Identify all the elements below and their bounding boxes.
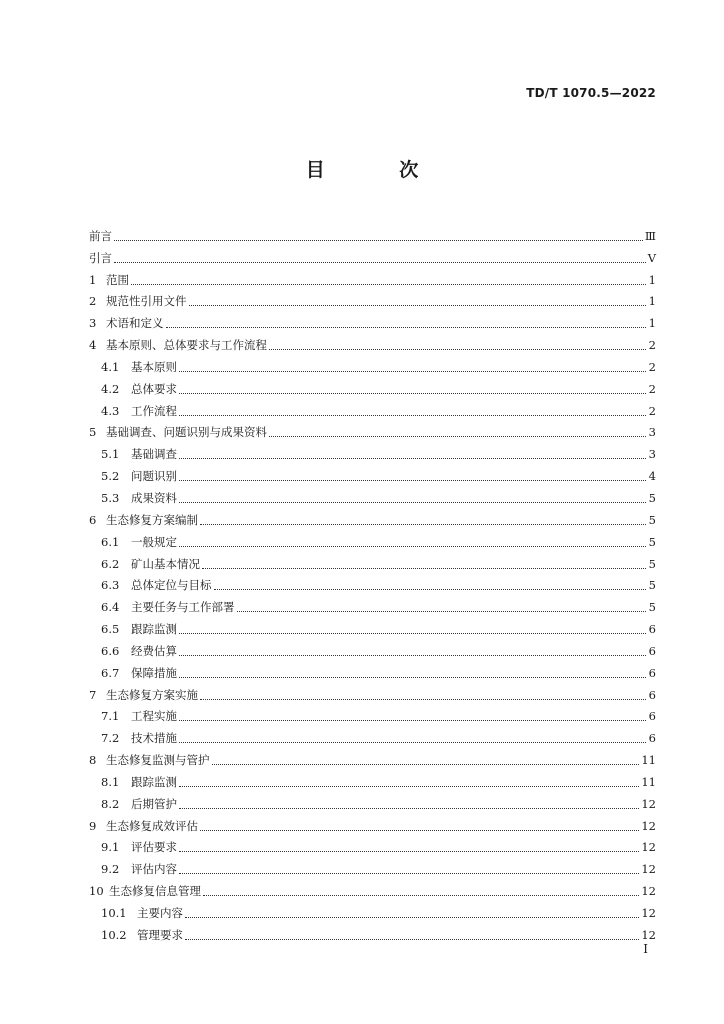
dot-leader: [200, 512, 646, 525]
toc-entry[interactable]: [89, 505, 656, 527]
toc-entry-page: 12: [641, 818, 656, 833]
toc-entry-page: 2: [648, 338, 656, 353]
toc-entry-number: 6.1: [101, 534, 120, 549]
toc-entry-page: 6: [648, 643, 656, 658]
toc-entry[interactable]: [89, 483, 656, 505]
toc-entry-text: 前言: [89, 228, 112, 243]
dot-leader: [212, 752, 640, 765]
toc-entry-number: 7.1: [101, 709, 120, 724]
toc-entry[interactable]: [89, 265, 656, 287]
dot-leader: [131, 272, 646, 285]
toc-entry-number: 7: [89, 687, 97, 702]
toc-entry-number: 8: [89, 753, 97, 768]
toc-entry-text: 保障措施: [131, 665, 177, 680]
toc-entry-text: 基本原则: [131, 359, 177, 374]
toc-entry-number: 5: [89, 425, 97, 440]
toc-entry[interactable]: [89, 308, 656, 330]
toc-entry[interactable]: [89, 221, 656, 243]
toc-entry-text: 工作流程: [131, 403, 177, 418]
toc-entry-text: 生态修复信息管理: [109, 884, 201, 899]
toc-entry-text: 一般规定: [131, 534, 177, 549]
toc-entry-number: 7.2: [101, 731, 120, 746]
dot-leader: [166, 315, 647, 328]
dot-leader: [179, 446, 646, 459]
page-number: I: [643, 942, 648, 956]
toc-entry-page: 5: [648, 512, 656, 527]
toc-entry[interactable]: [89, 767, 656, 789]
dot-leader: [203, 883, 639, 896]
toc-entry-page: 3: [648, 425, 656, 440]
toc-entry-page: 6: [648, 665, 656, 680]
toc-entry-number: 6.3: [101, 578, 120, 593]
toc-entry-page: 12: [641, 840, 656, 855]
toc-entry[interactable]: [89, 876, 656, 898]
toc-list: [89, 221, 656, 942]
toc-entry-page: 6: [648, 731, 656, 746]
toc-entry-page: 11: [641, 753, 656, 768]
toc-entry-page: 11: [641, 774, 656, 789]
toc-entry-page: 5: [648, 600, 656, 615]
toc-entry[interactable]: [89, 527, 656, 549]
dot-leader: [179, 621, 646, 634]
dot-leader: [179, 861, 639, 874]
toc-entry[interactable]: [89, 636, 656, 658]
toc-entry-page: 12: [641, 884, 656, 899]
toc-entry-page: Ⅲ: [644, 228, 656, 243]
toc-entry[interactable]: [89, 549, 656, 571]
toc-entry[interactable]: [89, 658, 656, 680]
toc-entry-number: 2: [89, 294, 97, 309]
toc-entry-number: 4: [89, 338, 97, 353]
toc-entry[interactable]: [89, 439, 656, 461]
toc-entry[interactable]: [89, 330, 656, 352]
toc-entry-page: 5: [648, 578, 656, 593]
dot-leader: [185, 927, 639, 940]
dot-leader: [114, 228, 643, 241]
toc-entry-page: 2: [648, 359, 656, 374]
toc-entry-number: 5.1: [101, 447, 120, 462]
toc-entry-number: 9: [89, 818, 97, 833]
toc-entry[interactable]: [89, 571, 656, 593]
toc-entry-text: 管理要求: [137, 927, 183, 942]
dot-leader: [237, 599, 647, 612]
toc-entry-page: 1: [648, 316, 656, 331]
dot-leader: [179, 534, 646, 547]
toc-entry-number: 8.2: [101, 796, 120, 811]
dot-leader: [269, 337, 646, 350]
toc-entry-page: 2: [648, 381, 656, 396]
standard-code: TD/T 1070.5—2022: [526, 86, 656, 100]
toc-entry-number: 6.4: [101, 600, 120, 615]
toc-entry-page: 1: [648, 272, 656, 287]
toc-entry-number: 10: [89, 884, 104, 899]
toc-entry-number: 4.3: [101, 403, 120, 418]
toc-entry-text: 总体定位与目标: [131, 578, 212, 593]
toc-entry-number: 4.1: [101, 359, 120, 374]
toc-entry[interactable]: [89, 854, 656, 876]
toc-entry[interactable]: [89, 745, 656, 767]
toc-entry-text: 基础调查、问题识别与成果资料: [106, 425, 267, 440]
toc-entry-number: 10.1: [101, 906, 127, 920]
dot-leader: [185, 905, 639, 918]
toc-entry-text: 生态修复成效评估: [106, 818, 198, 833]
toc-entry[interactable]: [89, 680, 656, 702]
toc-entry-page: Ⅴ: [647, 250, 656, 265]
toc-entry[interactable]: [89, 592, 656, 614]
toc-entry-text: 生态修复方案编制: [106, 512, 198, 527]
toc-entry-text: 生态修复方案实施: [106, 687, 198, 702]
toc-entry-number: 6.2: [101, 556, 120, 571]
dot-leader: [179, 403, 646, 416]
toc-entry-text: 评估要求: [131, 840, 177, 855]
dot-leader: [202, 556, 646, 569]
toc-entry-page: 6: [648, 687, 656, 702]
toc-entry-text: 跟踪监测: [131, 622, 177, 637]
toc-entry-page: 5: [648, 534, 656, 549]
toc-entry[interactable]: [89, 461, 656, 483]
toc-entry-number: 5.3: [101, 490, 120, 505]
toc-entry-text: 基础调查: [131, 447, 177, 462]
dot-leader: [200, 818, 639, 831]
toc-entry-number: 9.2: [101, 862, 120, 877]
toc-entry-text: 技术措施: [131, 731, 177, 746]
toc-entry-text: 工程实施: [131, 709, 177, 724]
toc-entry-number: 4.2: [101, 381, 120, 396]
dot-leader: [179, 708, 646, 721]
toc-entry[interactable]: [89, 418, 656, 440]
toc-entry-number: 9.1: [101, 840, 120, 855]
toc-entry-number: 6.7: [101, 665, 120, 680]
toc-title: 目 次: [305, 159, 453, 181]
toc-entry-number: 3: [89, 316, 97, 331]
toc-entry-number: 6.5: [101, 622, 120, 637]
toc-entry-number: 5.2: [101, 469, 120, 484]
toc-entry-number: 8.1: [101, 774, 120, 789]
toc-entry-page: 12: [641, 906, 656, 920]
toc-entry[interactable]: [89, 811, 656, 833]
toc-entry-text: 规范性引用文件: [106, 294, 187, 309]
toc-entry-text: 成果资料: [131, 490, 177, 505]
dot-leader: [179, 490, 646, 503]
toc-entry-page: 3: [648, 447, 656, 462]
toc-entry-text: 总体要求: [131, 381, 177, 396]
dot-leader: [214, 577, 647, 590]
toc-entry-page: 12: [641, 796, 656, 811]
dot-leader: [269, 424, 646, 437]
toc-entry-text: 主要任务与工作部署: [131, 600, 235, 615]
toc-entry-text: 跟踪监测: [131, 774, 177, 789]
dot-leader: [179, 796, 639, 809]
toc-entry-text: 主要内容: [137, 906, 183, 920]
toc-entry-page: 5: [648, 490, 656, 505]
toc-entry-text: 术语和定义: [106, 316, 164, 331]
toc-entry-page: 5: [648, 556, 656, 571]
toc-entry[interactable]: [89, 920, 656, 942]
toc-entry[interactable]: [89, 352, 656, 374]
toc-entry-page: 4: [648, 469, 656, 484]
toc-entry-text: 经费估算: [131, 643, 177, 658]
toc-entry-page: 2: [648, 403, 656, 418]
toc-entry-number: 1: [89, 272, 97, 287]
dot-leader: [179, 643, 646, 656]
toc-entry[interactable]: [89, 614, 656, 636]
dot-leader: [179, 381, 646, 394]
toc-entry[interactable]: [89, 702, 656, 724]
toc-entry-number: 6.6: [101, 643, 120, 658]
toc-entry-page: 6: [648, 709, 656, 724]
toc-entry[interactable]: [89, 833, 656, 855]
toc-entry[interactable]: [89, 789, 656, 811]
toc-entry-page: 6: [648, 622, 656, 637]
dot-leader: [179, 839, 639, 852]
toc-entry-text: 后期管护: [131, 796, 177, 811]
toc-entry[interactable]: [89, 723, 656, 745]
toc-entry-text: 基本原则、总体要求与工作流程: [106, 338, 267, 353]
toc-entry-text: 矿山基本情况: [131, 556, 200, 571]
toc-entry-page: 12: [641, 862, 656, 877]
toc-entry-text: 引言: [89, 250, 112, 265]
toc-entry-page: 12: [641, 927, 656, 942]
toc-entry-number: 6: [89, 512, 97, 527]
toc-entry-text: 问题识别: [131, 469, 177, 484]
toc-entry[interactable]: [89, 374, 656, 396]
dot-leader: [189, 293, 647, 306]
dot-leader: [114, 250, 646, 263]
dot-leader: [179, 730, 646, 743]
toc-entry-page: 1: [648, 294, 656, 309]
toc-entry-text: 评估内容: [131, 862, 177, 877]
toc-entry[interactable]: [89, 287, 656, 309]
toc-entry[interactable]: [89, 396, 656, 418]
toc-entry-text: 生态修复监测与管护: [106, 753, 210, 768]
dot-leader: [179, 774, 639, 787]
dot-leader: [179, 468, 646, 481]
dot-leader: [200, 687, 646, 700]
dot-leader: [179, 665, 646, 678]
toc-entry[interactable]: [89, 898, 656, 920]
dot-leader: [179, 359, 646, 372]
toc-entry-text: 范围: [106, 272, 129, 287]
toc-entry-number: 10.2: [101, 927, 127, 942]
toc-entry[interactable]: [89, 243, 656, 265]
